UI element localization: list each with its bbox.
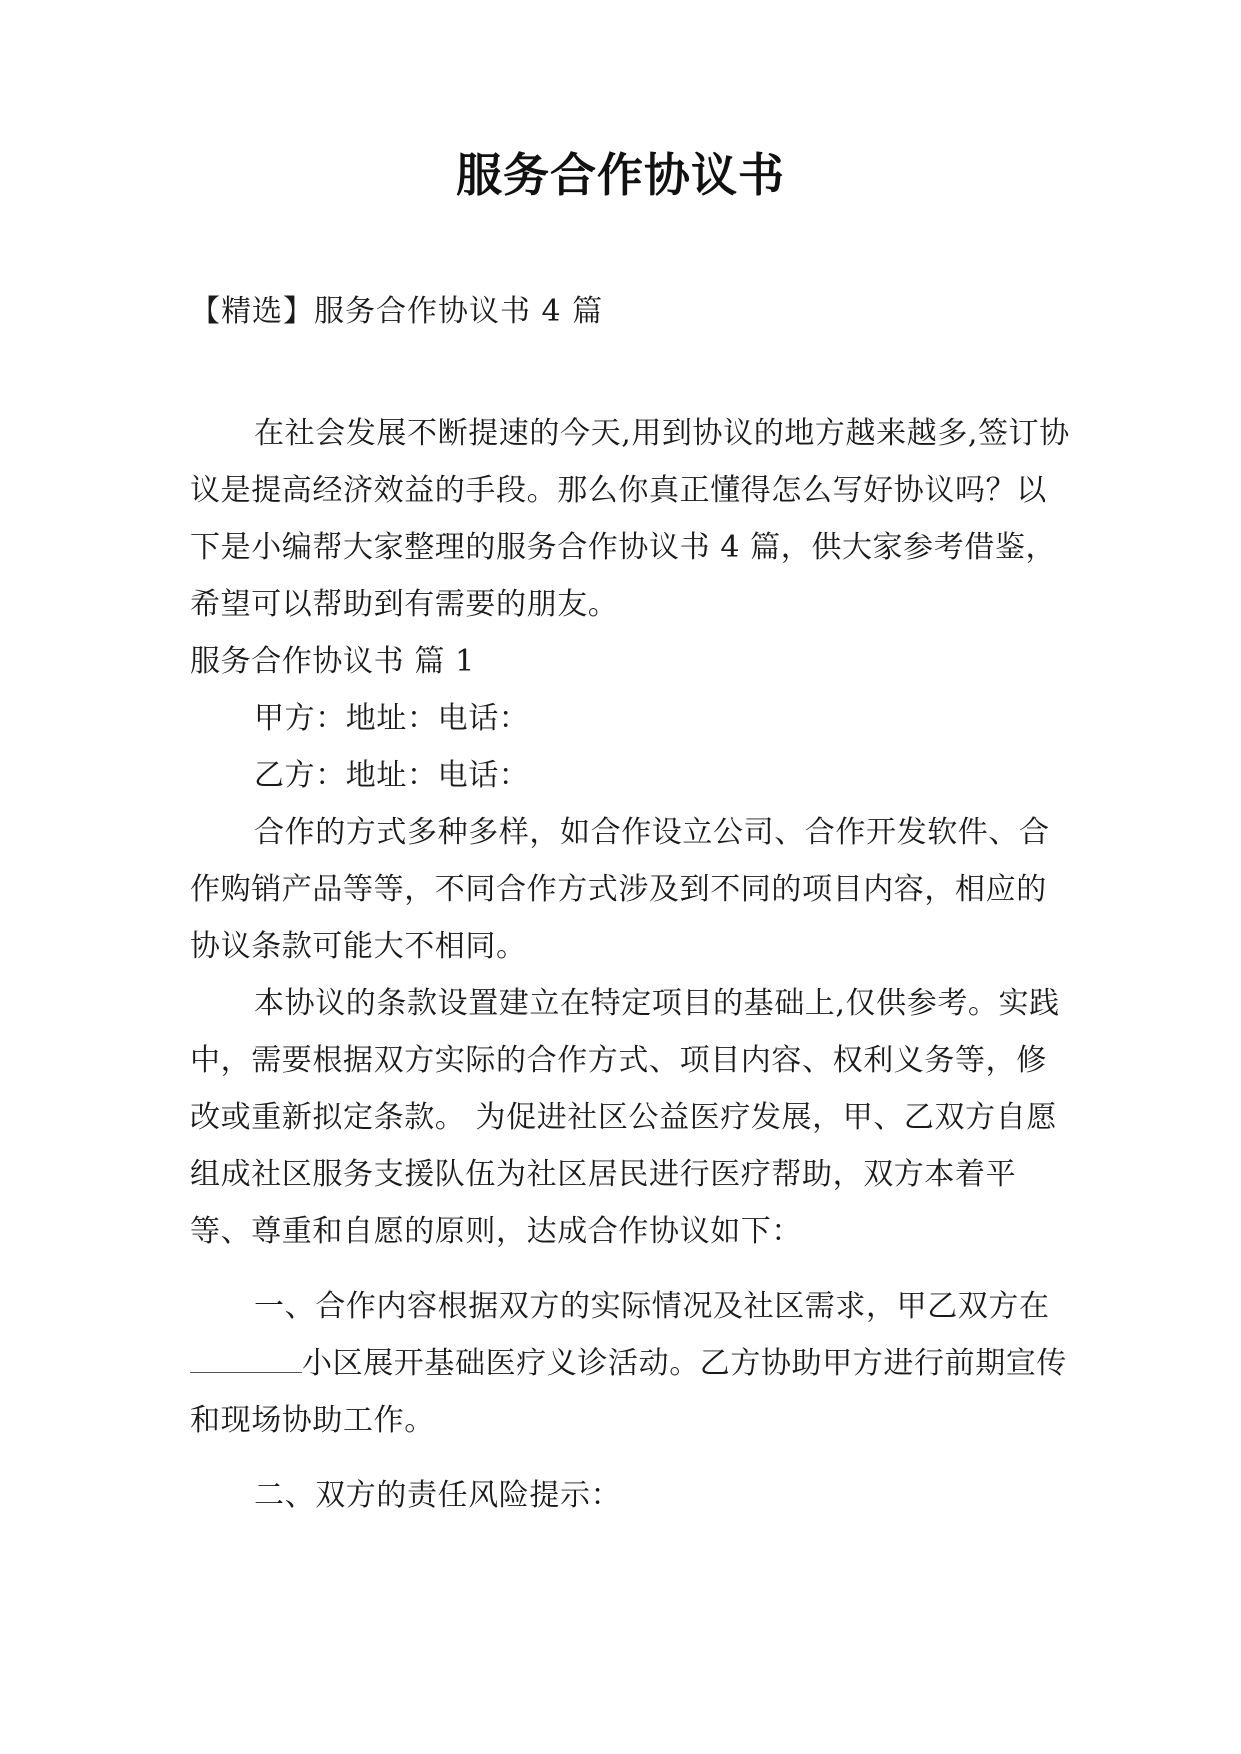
party-a-line: 甲方：地址：电话： (254, 701, 530, 736)
document-subtitle: 【精选】服务合作协议书 4 篇 (190, 294, 604, 329)
fill-in-blank (190, 1342, 302, 1373)
document-title: 服务合作协议书 (456, 148, 785, 202)
clause-two: 二、双方的责任风险提示： (254, 1478, 622, 1513)
cooperation-paragraph: 合作的方式多种多样，如合作设立公司、合作开发软件、合作购销产品等等，不同合作方式涉及到不同的项目内容，相应的协议条款可能大不相同。 (190, 815, 1050, 964)
intro-paragraph: 在社会发展不断提速的今天,用到协议的地方越来越多,签订协议是提高经济效益的手段。那么你真正懂得怎么写好协议吗？以下是小编帮大家整理的服务合作协议书 4 篇，供大家参考借鉴，希望可以帮助到有需要的朋友。 (190, 416, 1070, 622)
clause-one-text-end: 小区展开基础医疗义诊活动。乙方协助甲方进行前期宣传和现场协助工作。 (190, 1346, 1067, 1438)
document-body (190, 405, 1070, 1524)
section-heading: 服务合作协议书 篇 1 (190, 644, 475, 679)
clause-one (190, 1278, 1070, 1449)
party-b-line: 乙方：地址：电话： (254, 758, 530, 793)
basis-paragraph: 本协议的条款设置建立在特定项目的基础上,仅供参考。实践中，需要根据双方实际的合作方式、项目内容、权利义务等，修改或重新拟定条款。 为促进社区公益医疗发展，甲、乙双方自愿组成社区服务支援队伍为社区居民进行医疗帮助，双方本着平等、尊重和自愿的原则，达成合作协议如下： (190, 986, 1060, 1249)
clause-one-text-start: 一、合作内容根据双方的实际情况及社区需求，甲乙双方在 (254, 1289, 1050, 1324)
